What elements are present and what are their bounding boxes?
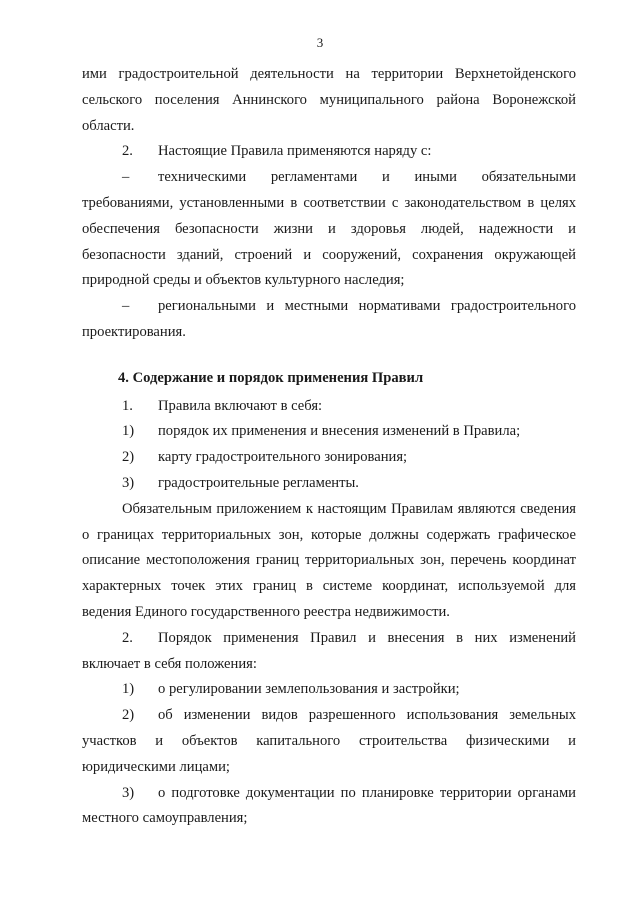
list-item-1-2-text: карту градостроительного зонирования; (158, 449, 408, 466)
list-item-1-1-number: 1) (122, 423, 135, 440)
dash-item-2-mark: – (122, 298, 130, 315)
clause-2-number: 2. (122, 143, 133, 160)
section-4-clause-2 (82, 626, 576, 678)
list-item-2-2-number: 2) (122, 707, 135, 724)
list-item-2-1 (82, 677, 576, 703)
clause-2-text: Настоящие Правила применяются наряду с: (158, 143, 432, 160)
intro-paragraph: ими градостроительной деятельности на территории Верхнетойденского сельского поселения Аннинского муниципального района Воронежской области. (82, 66, 576, 134)
list-item-2-2 (82, 703, 576, 780)
clause-2 (82, 139, 576, 165)
list-item-2-3-text: о подготовке документации по планировке территории органами местного самоуправления; (82, 784, 576, 827)
document-body (82, 62, 576, 832)
list-item-2-2-text: об изменении видов разрешенного использования земельных участков и объектов капитального строительства физическими и юридическими лицами; (82, 707, 576, 775)
list-item-1-3-text: градостроительные регламенты. (158, 474, 359, 491)
dash-item-2-text: региональными и местными нормативами градостроительного проектирования. (82, 298, 576, 340)
list-item-1-1-text: порядок их применения и внесения изменений в Правила; (158, 423, 521, 440)
page-number: 3 (316, 35, 324, 50)
list-item-1-2-number: 2) (122, 449, 135, 466)
dash-item-1 (82, 165, 576, 294)
list-item-1-3-number: 3) (122, 474, 135, 491)
list-item-2-3-number: 3) (122, 784, 135, 801)
list-item-2-1-text: о регулировании землепользования и застройки; (158, 681, 460, 698)
section-4-clause-2-number: 2. (122, 629, 133, 646)
list-item-1-1 (82, 419, 576, 445)
list-item-2-3 (82, 781, 576, 833)
list-item-2-1-number: 1) (122, 681, 135, 698)
dash-item-1-mark: – (122, 169, 130, 186)
dash-item-1-text: техническими регламентами и иными обязательными требованиями, установленными в соответствии с законодательством в целях обеспечения безопасности жизни и здоровья людей, надежности и безопасности зданий, строений и сооружений, сохранения окружающей природной среды и объектов культурного наследия; (82, 169, 576, 289)
section-4-heading: 4. Содержание и порядок применения Правил (118, 369, 424, 386)
annex-paragraph: Обязательным приложением к настоящим Правилам являются сведения о границах территориальных зон, которые должны содержать графическое описание местоположения границ территориальных зон, перечень координат характерных точек этих границ в системе координат, используемой для ведения Единого государственного реестра недвижимости. (82, 500, 576, 620)
dash-item-2 (82, 294, 576, 346)
list-item-1-2 (82, 445, 576, 471)
section-4-clause-1-text: Правила включают в себя: (158, 397, 323, 414)
section-4-clause-1 (82, 394, 576, 420)
list-item-1-3 (82, 471, 576, 497)
section-4-clause-2-text: Порядок применения Правил и внесения в них изменений включает в себя положения: (82, 629, 576, 672)
section-4-clause-1-number: 1. (122, 397, 133, 414)
